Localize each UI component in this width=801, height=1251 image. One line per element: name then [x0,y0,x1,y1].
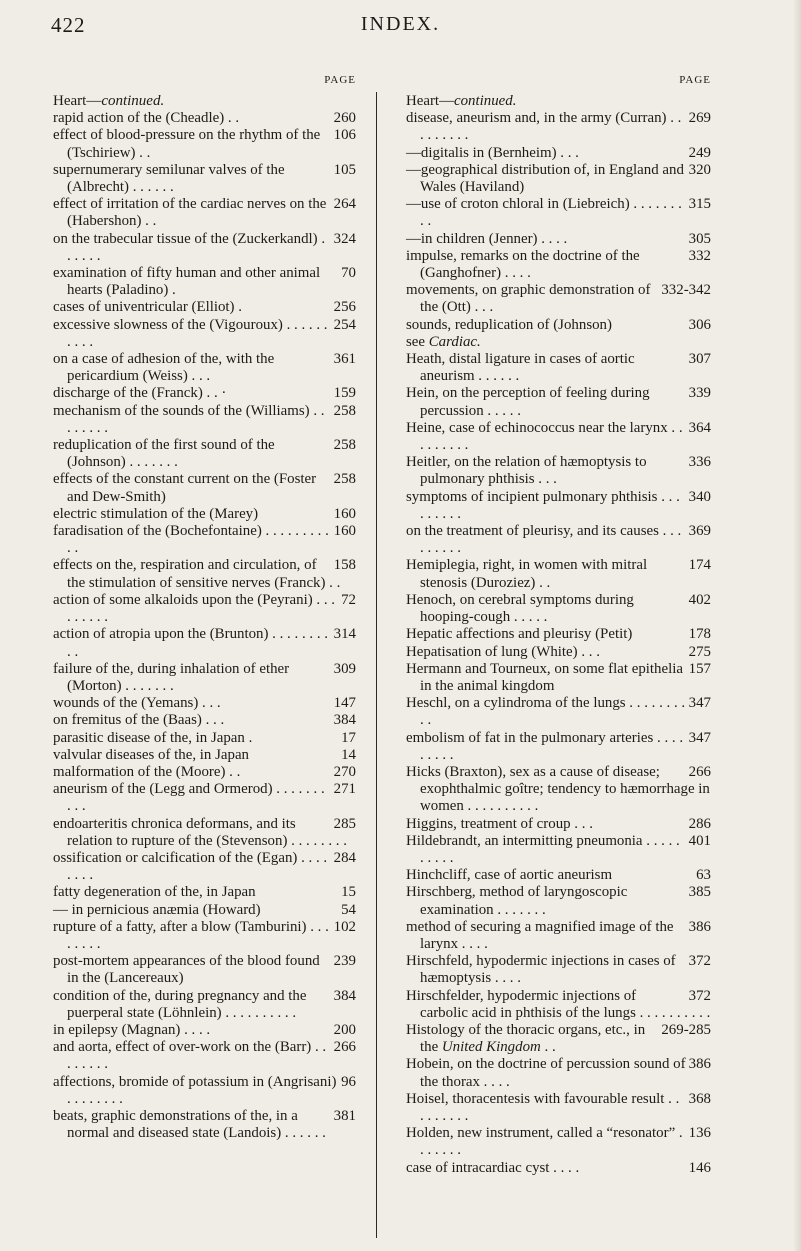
index-entry [406,661,711,695]
entry-page-ref: 200 [333,1021,356,1038]
index-entry [53,953,356,987]
index-entry [406,334,711,351]
entry-text: electric stimulation of the (Marey) [53,505,259,522]
entry-text: Hemiplegia, right, in women with mitral stenosis (Duroziez) . . [406,557,648,591]
entry-page-ref: 324 [333,230,356,247]
entry-text: discharge of the (Franck) . . · [53,385,227,402]
index-entry [406,953,711,987]
entry-text: beats, graphic demonstrations of the, in a normal and diseased state (Landois) . . . . . . [53,1107,326,1142]
index-entry [406,523,711,557]
entry-text: endoarteritis chronica deformans, and its relation to rupture of the (Stevenson) . . . . . . . . [53,815,347,849]
index-entry [53,385,356,402]
entry-text: rupture of a fatty, after a blow (Tamburini) . . . . . . . . [53,918,329,952]
column-page-label: PAGE [324,74,356,86]
entry-page-ref: 157 [688,660,711,677]
entry-text: see Cardiac. [406,333,481,350]
entry-page-ref: 347 [688,729,711,746]
index-entry [406,1091,711,1125]
entry-page-ref: 307 [688,351,711,368]
entry-page-ref: 339 [688,385,711,402]
index-entry [406,162,711,196]
entry-text: Hildebrandt, an intermitting pneumonia . . . . . . . . . . [406,832,680,866]
entry-text: mechanism of the sounds of the (Williams) . . . . . . . . [53,402,325,436]
entry-page-ref: 314 [333,626,356,643]
index-entry [53,1108,356,1142]
index-entry [406,833,711,867]
entry-text: action of atropia upon the (Brunton) . . . . . . . . . . [53,626,329,660]
index-heading: Heart—continued. [53,93,165,109]
entry-text: Hinchcliff, case of aortic aneurism [406,867,613,884]
entry-text: affections, bromide of potassium in (Angrisani) . . . . . . . . [53,1073,337,1107]
index-entry [53,317,356,351]
index-entry [53,730,356,747]
entry-text: parasitic disease of the, in Japan . [53,729,253,746]
entry-text: Hicks (Braxton), sex as a cause of disease; exophthalmic goître; tendency to hæmorrhage in women . . . . . . . . . . [406,763,710,815]
entry-page-ref: 106 [333,127,356,144]
index-entry [406,248,711,282]
entry-text: Heschl, on a cylindroma of the lungs . . . . . . . . . . [406,695,686,729]
entry-page-ref: 258 [333,437,356,454]
entry-page-ref: 369 [688,523,711,540]
index-entry [53,764,356,781]
entry-text: faradisation of the (Bochefontaine) . . . . . . . . . . . [53,523,329,557]
index-entry [406,695,711,729]
index-entry [406,919,711,953]
index-entry [53,299,356,316]
entry-text: examination of fifty human and other animal hearts (Paladino) . [53,265,321,299]
entry-text: Heitler, on the relation of hæmoptysis to pulmonary phthisis . . . [406,454,647,488]
index-entry [53,695,356,712]
entry-text: case of intracardiac cyst . . . . [406,1159,580,1176]
entry-page-ref: 332-342 [661,282,711,299]
entry-page-ref: 14 [341,746,356,763]
entry-page-ref: 256 [333,299,356,316]
entry-page-ref: 269 [688,110,711,127]
entry-text: excessive slowness of the (Vigouroux) . . . . . . . . . . [53,316,328,350]
index-entry [53,592,356,626]
entry-page-ref: 372 [688,987,711,1004]
entry-text: sounds, reduplication of (Johnson) [406,316,612,333]
entry-text: on the treatment of pleurisy, and its causes . . . . . . . . . [406,523,682,557]
entry-page-ref: 332 [688,247,711,264]
index-entry [406,764,711,816]
index-entry [53,162,356,196]
entry-page-ref: 70 [341,265,356,282]
entry-page-ref: 270 [333,763,356,780]
entry-text: rapid action of the (Cheadle) . . [53,110,240,127]
entry-text: Histology of the thoracic organs, etc., in the United Kingdom . . [406,1021,646,1056]
index-entry [53,884,356,901]
entry-text: Heath, distal ligature in cases of aortic aneurism . . . . . . [406,351,635,385]
entry-text: Heart—continued. [406,93,517,109]
index-entry [53,902,356,919]
entry-page-ref: 105 [333,161,356,178]
index-entry [53,437,356,471]
entry-text: embolism of fat in the pulmonary arteries . . . . . . . . . [406,729,684,763]
entry-page-ref: 402 [688,591,711,608]
index-column-right [406,74,711,1177]
index-entry [53,712,356,729]
index-entry [53,850,356,884]
index-entry [406,385,711,419]
entry-text: Hirschfelder, hypodermic injections of carbolic acid in phthisis of the lungs . . . . . . . . . . [406,987,711,1021]
index-entry [406,1125,711,1159]
index-entry [53,1039,356,1073]
entry-text: Hepatic affections and pleurisy (Petit) [406,626,633,643]
index-entry [53,557,356,591]
entry-text: Hermann and Tourneux, on some flat epithelia in the animal kingdom [406,660,683,694]
entry-text: on the trabecular tissue of the (Zuckerkandl) . . . . . . [53,230,326,264]
index-entry [406,282,711,316]
entry-page-ref: 160 [333,523,356,540]
index-entry [406,816,711,833]
entry-page-ref: 401 [688,832,711,849]
entry-page-ref: 15 [341,884,356,901]
index-entry [406,592,711,626]
index-entry [406,317,711,334]
entry-text: condition of the, during pregnancy and the puerperal state (Löhnlein) . . . . . . . . . . [53,987,307,1021]
index-entry [53,1022,356,1039]
entry-page-ref: 347 [688,695,711,712]
entry-page-ref: 159 [333,385,356,402]
entry-page-ref: 249 [688,144,711,161]
entry-text: Holden, new instrument, called a “resonator” . . . . . . . [406,1125,683,1159]
entry-page-ref: 269-285 [661,1021,711,1038]
column-page-label: PAGE [679,74,711,86]
entry-page-ref: 258 [333,402,356,419]
entry-page-ref: 385 [688,884,711,901]
page-number: 422 [51,13,86,37]
entry-page-ref: 147 [333,695,356,712]
index-entry [53,403,356,437]
index-entry [406,420,711,454]
entry-text: Hepatisation of lung (White) . . . [406,643,600,660]
entry-page-ref: 364 [688,419,711,436]
page-edge-shadow [792,0,801,1251]
index-entry [53,781,356,815]
entry-list-left [53,110,356,1142]
entry-text: Hirschfeld, hypodermic injections in cases of hæmoptysis . . . . [406,953,676,987]
entry-text: Higgins, treatment of croup . . . [406,815,593,832]
heading-main: Heart [53,93,87,109]
heading-continued: continued. [101,93,165,109]
entry-text: — in pernicious anæmia (Howard) [53,901,261,918]
entry-text: symptoms of incipient pulmonary phthisis . . . . . . . . . [406,488,680,522]
entry-page-ref: 286 [688,815,711,832]
entry-text: —digitalis in (Bernheim) . . . [406,144,579,161]
index-entry [406,110,711,144]
entry-list-right [406,93,711,1177]
column-divider [376,92,377,1238]
entry-page-ref: 336 [688,454,711,471]
entry-page-ref: 320 [688,161,711,178]
index-entry [53,506,356,523]
running-head-title: INDEX. [360,13,441,35]
entry-page-ref: 361 [333,351,356,368]
index-entry [53,626,356,660]
entry-page-ref: 368 [688,1090,711,1107]
index-entry [53,919,356,953]
entry-text: fatty degeneration of the, in Japan [53,884,256,901]
entry-page-ref: 160 [333,505,356,522]
index-entry [53,1074,356,1108]
index-entry [406,988,711,1022]
index-entry [406,730,711,764]
entry-text: aneurism of the (Legg and Ormerod) . . . . . . . . . . [53,781,325,815]
entry-page-ref: 239 [333,953,356,970]
entry-text: ossification or calcification of the (Egan) . . . . . . . . [53,849,328,884]
index-entry [406,884,711,918]
index-entry [406,867,711,884]
entry-page-ref: 72 [341,591,356,608]
entry-text: Hobein, on the doctrine of percussion sound of the thorax . . . . [406,1056,686,1090]
entry-text: —geographical distribution of, in England and Wales (Haviland) [406,161,684,196]
entry-page-ref: 315 [688,196,711,213]
index-entry [406,1022,711,1056]
index-entry [406,557,711,591]
entry-page-ref: 275 [688,643,711,660]
entry-text: method of securing a magnified image of the larynx . . . . [406,918,674,952]
entry-page-ref: 96 [341,1073,356,1090]
index-column-left [53,74,356,1142]
entry-text: —in children (Jenner) . . . . [406,230,568,247]
index-entry [53,988,356,1022]
entry-page-ref: 174 [688,557,711,574]
entry-page-ref: 266 [333,1039,356,1056]
entry-page-ref: 384 [333,712,356,729]
entry-page-ref: 264 [333,196,356,213]
entry-text: effects of the constant current on the (Foster and Dew-Smith) [53,471,317,505]
entry-text: on fremitus of the (Baas) . . . [53,712,225,729]
index-entry [406,489,711,523]
entry-page-ref: 284 [333,849,356,866]
index-entry [406,231,711,248]
entry-text: Hirschberg, method of laryngoscopic examination . . . . . . . [406,884,628,918]
entry-page-ref: 266 [688,763,711,780]
entry-page-ref: 258 [333,471,356,488]
index-entry [53,523,356,557]
entry-text: Hoisel, thoracentesis with favourable result . . . . . . . . . [406,1090,680,1124]
index-entry [406,1056,711,1090]
entry-text: failure of the, during inhalation of ether (Morton) . . . . . . . [53,660,290,694]
index-entry [53,110,356,127]
entry-text: impulse, remarks on the doctrine of the (Ganghofner) . . . . [406,247,640,282]
index-entry [53,265,356,299]
entry-page-ref: 372 [688,953,711,970]
index-entry [53,747,356,764]
entry-text: reduplication of the first sound of the (Johnson) . . . . . . . [53,437,275,471]
entry-text: malformation of the (Moore) . . [53,763,241,780]
entry-text: effect of irritation of the cardiac nerves on the (Habershon) . . [53,196,327,230]
index-entry [53,661,356,695]
index-entry [53,351,356,385]
index-entry [406,196,711,230]
entry-text: disease, aneurism and, in the army (Curran) . . . . . . . . . [406,110,682,144]
entry-page-ref: 178 [688,626,711,643]
entry-page-ref: 54 [341,901,356,918]
entry-text: valvular diseases of the, in Japan [53,746,249,763]
entry-text: wounds of the (Yemans) . . . [53,695,221,712]
entry-page-ref: 305 [688,230,711,247]
entry-page-ref: 63 [696,867,711,884]
entry-text: action of some alkaloids upon the (Peyrani) . . . . . . . . . [53,591,336,626]
entry-text: cases of univentricular (Elliot) . [53,299,242,316]
entry-page-ref: 102 [333,918,356,935]
index-entry [53,471,356,505]
entry-page-ref: 309 [333,660,356,677]
index-entry [406,1160,711,1177]
entry-text: and aorta, effect of over-work on the (Barr) . . . . . . . . [53,1039,327,1073]
entry-text: supernumerary semilunar valves of the (Albrecht) . . . . . . [53,161,285,196]
entry-page-ref: 386 [688,918,711,935]
entry-page-ref: 381 [333,1107,356,1124]
index-entry [53,816,356,850]
entry-page-ref: 386 [688,1056,711,1073]
entry-page-ref: 384 [333,987,356,1004]
index-entry [406,454,711,488]
entry-text: in epilepsy (Magnan) . . . . [53,1021,211,1038]
entry-text: effects on the, respiration and circulation, of the stimulation of sensitive nerves (Franck) . . [53,557,341,591]
entry-page-ref: 136 [688,1125,711,1142]
index-entry [406,93,711,110]
entry-text: —use of croton chloral in (Liebreich) . . . . . . . . . [406,196,682,230]
entry-text: on a case of adhesion of the, with the pericardium (Weiss) . . . [53,351,275,385]
index-entry [406,351,711,385]
entry-page-ref: 271 [333,781,356,798]
entry-page-ref: 340 [688,488,711,505]
entry-page-ref: 306 [688,316,711,333]
index-entry [406,145,711,162]
index-entry [53,196,356,230]
index-entry [406,626,711,643]
entry-page-ref: 146 [688,1159,711,1176]
entry-text: post-mortem appearances of the blood found in the (Lancereaux) [53,953,320,987]
entry-page-ref: 285 [333,815,356,832]
entry-page-ref: 260 [333,110,356,127]
entry-page-ref: 158 [333,557,356,574]
index-entry [53,231,356,265]
entry-page-ref: 254 [333,316,356,333]
entry-page-ref: 17 [341,729,356,746]
entry-text: Henoch, on cerebral symptoms during hooping-cough . . . . . [406,591,634,626]
entry-text: movements, on graphic demonstration of the (Ott) . . . [406,282,651,316]
index-entry [53,127,356,161]
index-entry [406,644,711,661]
entry-text: Heine, case of echinococcus near the larynx . . . . . . . . . [406,419,683,454]
entry-text: Hein, on the perception of feeling during percussion . . . . . [406,385,650,419]
entry-text: effect of blood-pressure on the rhythm of the (Tschiriew) . . [53,127,321,161]
